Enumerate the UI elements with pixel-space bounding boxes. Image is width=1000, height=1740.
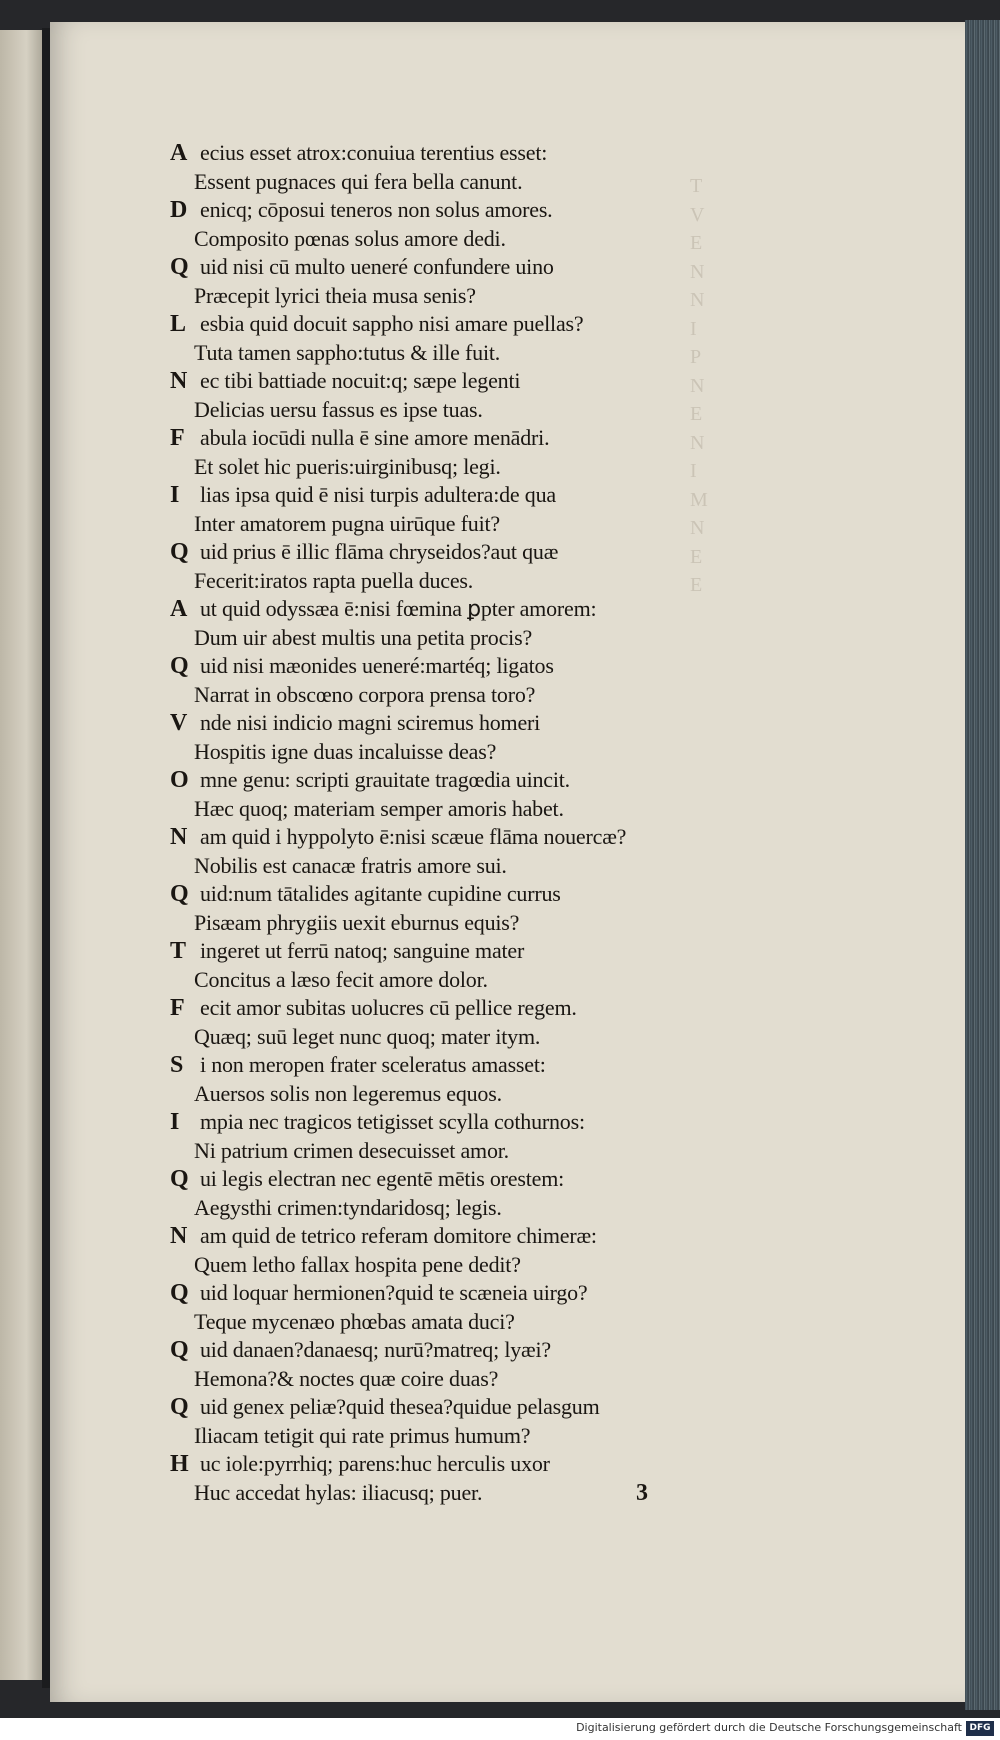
verse-line	[170, 340, 730, 369]
verse-text: Iliacam tetigit qui rate primus humum?	[194, 1422, 531, 1448]
verse-line	[170, 625, 730, 654]
verse-text: ec tibi battiade nocuit:q; sæpe legenti	[200, 368, 521, 393]
page-edges	[965, 20, 1000, 1710]
left-page-edge	[0, 30, 44, 1680]
verse-initial: F	[170, 995, 185, 1021]
bleed-through-text: T V E N N I P N E N I M N E E	[690, 175, 708, 596]
verse-line	[170, 796, 730, 825]
verse-line	[170, 710, 730, 739]
footer-bar	[0, 1718, 1000, 1740]
left-page-partial-text	[2, 110, 40, 1670]
verse-line	[170, 1081, 730, 1110]
verse-line	[170, 938, 730, 967]
verse-line	[170, 226, 730, 255]
verse-text: uid danaen?danaesq; nurū?matreq; lyæi?	[200, 1337, 551, 1362]
verse-line	[170, 425, 730, 454]
verse-text: Præcepit lyrici theia musa senis?	[194, 282, 476, 308]
verse-text: Narrat in obscœno corpora prensa toro?	[194, 681, 536, 707]
verse-text: Composito pœnas solus amore dedi.	[194, 225, 506, 251]
verse-text: esbia quid docuit sappho nisi amare puellas?	[200, 311, 584, 336]
verse-line	[170, 910, 730, 939]
verse-line	[170, 1394, 730, 1423]
verse-line	[170, 967, 730, 996]
verse-initial: Q	[170, 1394, 189, 1420]
verse-block	[170, 140, 730, 1508]
verse-text: Teque mycenæo phœbas amata duci?	[194, 1308, 515, 1334]
verse-line	[170, 653, 730, 682]
verse-line	[170, 311, 730, 340]
verse-line	[170, 1423, 730, 1452]
verse-initial: Q	[170, 1166, 189, 1192]
verse-text: uc iole:pyrrhiq; parens:huc herculis uxor	[200, 1451, 550, 1476]
verse-line	[170, 1337, 730, 1366]
verse-initial: V	[170, 710, 188, 736]
dfg-logo: DFG	[966, 1721, 994, 1736]
verse-initial: F	[170, 425, 185, 451]
verse-line	[170, 824, 730, 853]
verse-initial: T	[170, 938, 186, 964]
verse-line	[170, 767, 730, 796]
verse-line	[170, 995, 730, 1024]
verse-line	[170, 1024, 730, 1053]
verse-text: Inter amatorem pugna uirūque fuit?	[194, 510, 500, 536]
verse-line	[170, 739, 730, 768]
verse-line	[170, 539, 730, 568]
verse-text: am quid i hyppolyto ē:nisi scæue flāma nouercæ?	[200, 824, 627, 849]
verse-line	[170, 511, 730, 540]
verse-initial: Q	[170, 1337, 189, 1363]
verse-line	[170, 254, 730, 283]
verse-text: uid nisi cū multo ueneré confundere uino	[200, 254, 554, 279]
verse-line	[170, 1366, 730, 1395]
verse-line	[170, 1451, 730, 1480]
verse-text: Ni patrium crimen desecuisset amor.	[194, 1137, 509, 1163]
verse-initial: Q	[170, 653, 189, 679]
verse-line	[170, 881, 730, 910]
verse-text: Quæq; suū leget nunc quoq; mater itym.	[194, 1023, 541, 1049]
verse-initial: S	[170, 1052, 184, 1078]
verse-text: Concitus a læso fecit amore dolor.	[194, 966, 488, 992]
verse-text: Aegysthi crimen:tyndaridosq; legis.	[194, 1194, 502, 1220]
verse-initial: I	[170, 482, 180, 508]
verse-text: ingeret ut ferrū natoq; sanguine mater	[200, 938, 525, 963]
verse-text: nde nisi indicio magni sciremus homeri	[200, 710, 541, 735]
verse-text: Hemona?& noctes quæ coire duas?	[194, 1365, 499, 1391]
verse-text: mpia nec tragicos tetigisset scylla cothurnos:	[200, 1109, 585, 1134]
verse-text: enicq; cōposui teneros non solus amores.	[200, 197, 553, 222]
verse-initial: A	[170, 596, 188, 622]
verse-line	[170, 1109, 730, 1138]
verse-text: uid:num tātalides agitante cupidine currus	[200, 881, 561, 906]
verse-line	[170, 169, 730, 198]
verse-text: Quem letho fallax hospita pene dedit?	[194, 1251, 521, 1277]
verse-initial: Q	[170, 539, 189, 565]
verse-text: Huc accedat hylas: iliacusq; puer.	[194, 1479, 483, 1505]
verse-text: mne genu: scripti grauitate tragœdia uincit.	[200, 767, 570, 792]
verse-text: Pisæam phrygiis uexit eburnus equis?	[194, 909, 520, 935]
verse-initial: Q	[170, 1280, 189, 1306]
verse-text: uid loquar hermionen?quid te scæneia uirgo?	[200, 1280, 588, 1305]
verse-text: uid nisi mæonides ueneré:martéq; ligatos	[200, 653, 554, 678]
verse-text: abula iocūdi nulla ē sine amore menādri.	[200, 425, 550, 450]
verse-line	[170, 1052, 730, 1081]
verse-initial: Q	[170, 881, 189, 907]
verse-text: ut quid odyssæa ē:nisi fœmina ꝑpter amorem:	[200, 596, 597, 621]
verse-line	[170, 197, 730, 226]
verse-line	[170, 682, 730, 711]
verse-text: Fecerit:iratos rapta puella duces.	[194, 567, 474, 593]
verse-text: Et solet hic pueris:uirginibusq; legi.	[194, 453, 501, 479]
verse-initial: Q	[170, 254, 189, 280]
verse-line	[170, 1252, 730, 1281]
verse-line	[170, 454, 730, 483]
verse-text: Auersos solis non legeremus equos.	[194, 1080, 502, 1106]
footer-credit: Digitalisierung gefördert durch die Deutsche Forschungsgemeinschaft	[576, 1721, 962, 1734]
verse-text: Tuta tamen sappho:tutus & ille fuit.	[194, 339, 501, 365]
verse-text: Nobilis est canacæ fratris amore sui.	[194, 852, 507, 878]
verse-line	[170, 1223, 730, 1252]
verse-line	[170, 1195, 730, 1224]
verse-text: uid prius ē illic flāma chryseidos?aut quæ	[200, 539, 559, 564]
verse-line	[170, 397, 730, 426]
verse-initial: I	[170, 1109, 180, 1135]
verse-text: Dum uir abest multis una petita procis?	[194, 624, 533, 650]
verse-text: ecit amor subitas uolucres cū pellice regem.	[200, 995, 577, 1020]
verse-line	[170, 1309, 730, 1338]
verse-text: Delicias uersu fassus es ipse tuas.	[194, 396, 483, 422]
verse-initial: N	[170, 1223, 188, 1249]
verse-line	[170, 368, 730, 397]
verse-line	[170, 1166, 730, 1195]
verse-line	[170, 140, 730, 169]
verse-line	[170, 1280, 730, 1309]
verse-text: am quid de tetrico referam domitore chimeræ:	[200, 1223, 597, 1248]
verse-line	[170, 283, 730, 312]
verse-line	[170, 1138, 730, 1167]
page-number: 3	[636, 1480, 648, 1506]
verse-text: ecius esset atrox:conuiua terentius esset:	[200, 140, 548, 165]
verse-text: i non meropen frater sceleratus amasset:	[200, 1052, 546, 1077]
verse-initial: L	[170, 311, 186, 337]
verse-text: ui legis electran nec egentē mētis orestem:	[200, 1166, 565, 1191]
verse-initial: H	[170, 1451, 189, 1477]
verse-initial: N	[170, 368, 188, 394]
verse-line	[170, 596, 730, 625]
verse-initial: A	[170, 140, 188, 166]
verse-text: Hospitis igne duas incaluisse deas?	[194, 738, 497, 764]
verse-text: Hæc quoq; materiam semper amoris habet.	[194, 795, 564, 821]
verse-text: lias ipsa quid ē nisi turpis adultera:de qua	[200, 482, 556, 507]
verse-initial: N	[170, 824, 188, 850]
verse-line	[170, 568, 730, 597]
verse-text: uid genex peliæ?quid thesea?quidue pelasgum	[200, 1394, 600, 1419]
verse-line	[170, 482, 730, 511]
verse-line	[170, 853, 730, 882]
verse-text: Essent pugnaces qui fera bella canunt.	[194, 168, 523, 194]
verse-initial: D	[170, 197, 188, 223]
verse-initial: O	[170, 767, 189, 793]
